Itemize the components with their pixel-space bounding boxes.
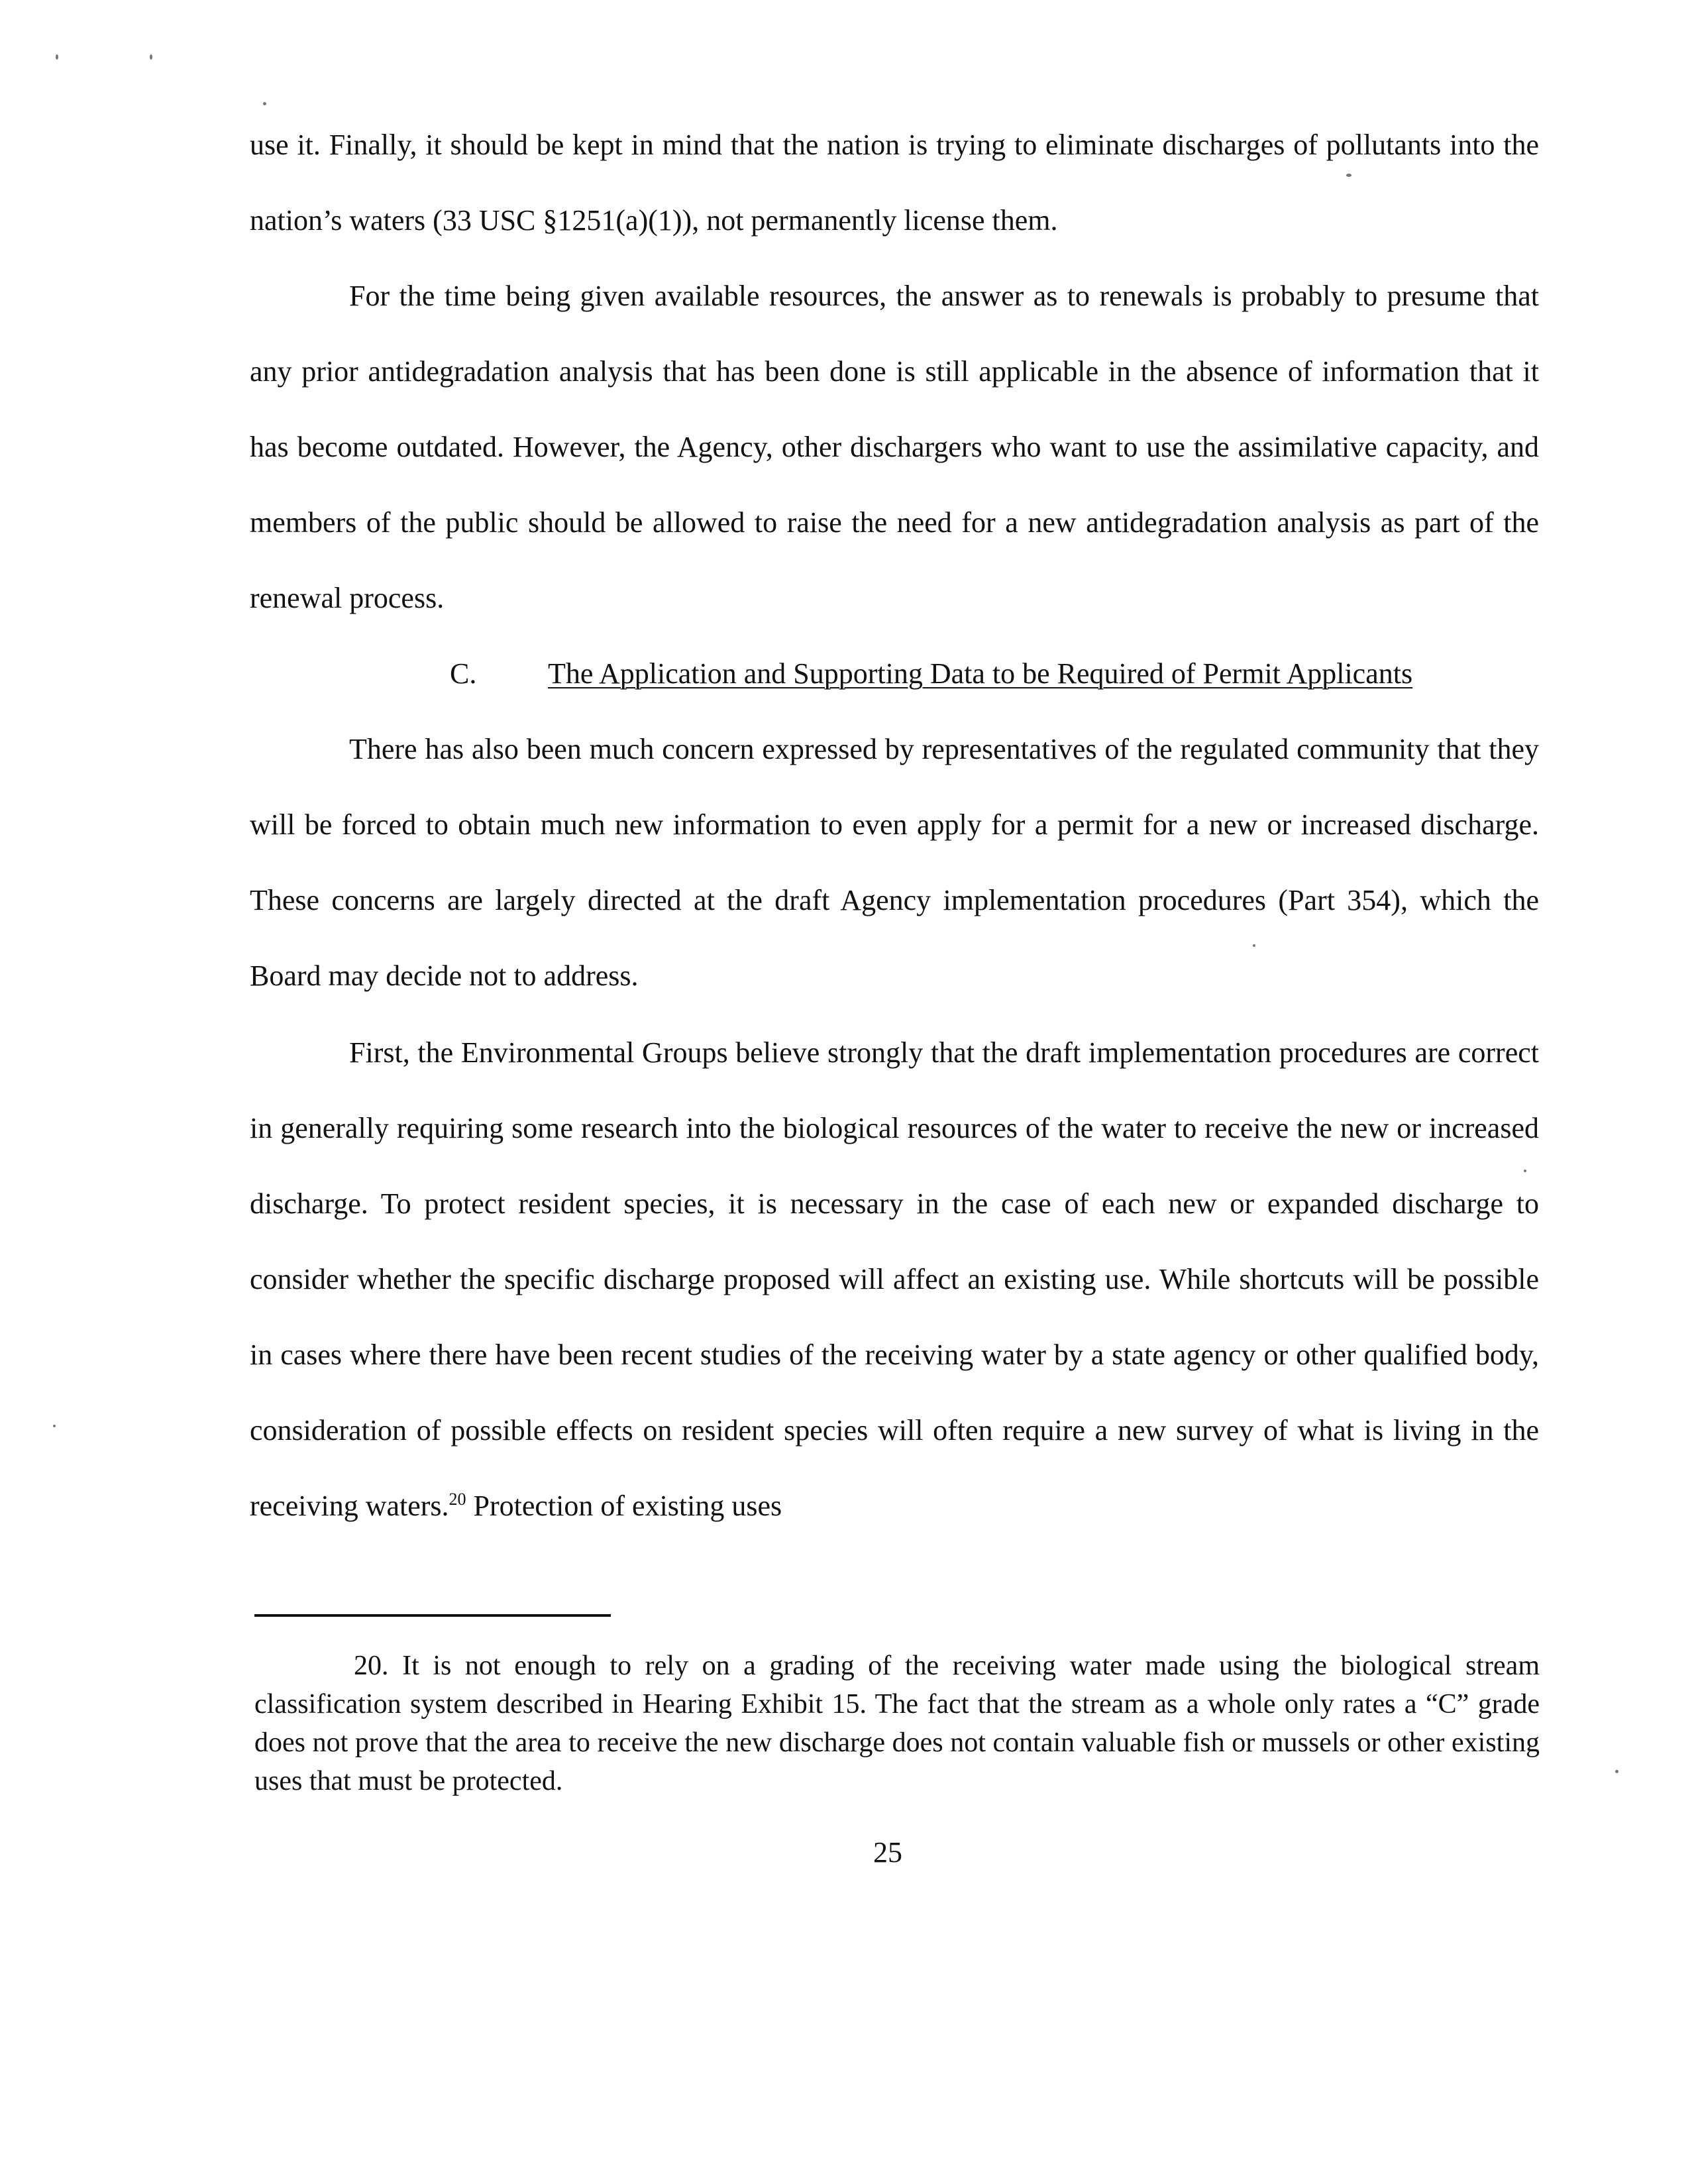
paragraph-2-text: For the time being given available resources, the answer as to renewals is probably to presume that any prior antidegradation analysis that has been done is still applicable in the absence of information that it has become outdated. However, the Agency, other dischargers who want to use the assimilative capacity, and members of the public should be allowed to raise the need for a new antidegradation analysis as part of the renewal process. (250, 280, 1539, 614)
scan-speck (263, 102, 266, 105)
footnote (254, 1647, 1540, 1800)
scan-speck (1253, 944, 1255, 947)
scan-speck (1615, 1770, 1618, 1773)
section-letter: C. (450, 657, 477, 690)
footnote-separator (254, 1614, 611, 1617)
footnote-text: 20. It is not enough to rely on a grading of the receiving water made using the biological stream classification system described in Hearing Exhibit 15. The fact that the stream as a whole only rates a “C” grade does not prove that the area to receive the new discharge does not contain valuable fish or mussels or other existing uses that must be protected. (254, 1651, 1540, 1796)
section-title: The Application and Supporting Data to be Required of Permit Applicants (548, 657, 1413, 690)
scan-speck (1524, 1170, 1526, 1172)
scan-speck (150, 54, 152, 60)
section-heading (250, 636, 1539, 712)
paragraph-1 (250, 107, 1539, 258)
paragraph-3 (250, 712, 1539, 1014)
footnote-reference: 20 (449, 1490, 466, 1509)
page-number: 25 (873, 1836, 902, 1869)
paragraph-4-continuation: Protection of existing uses (466, 1490, 782, 1522)
scan-speck (53, 1425, 56, 1427)
scan-speck (56, 54, 58, 60)
paragraph-4 (250, 1015, 1539, 1544)
paragraph-4-text-wrapper (250, 1015, 1539, 1544)
scan-speck (1346, 174, 1352, 177)
paragraph-3-text: There has also been much concern expressed by representatives of the regulated community that they will be forced to obtain much new information to even apply for a permit for a new or increased discharge. These concerns are largely directed at the draft Agency implementation procedures (Part 354), which the Board may decide not to address. (250, 733, 1539, 992)
paragraph-1-text: use it. Finally, it should be kept in mind that the nation is trying to eliminate discharges of pollutants into the nation’s waters (33 USC §1251(a)(1)), not permanently license them. (250, 129, 1539, 237)
paragraph-4-text: First, the Environmental Groups believe strongly that the draft implementation procedures are correct in generally requiring some research into the biological resources of the water to receive the new or increased discharge. To protect resident species, it is necessary in the case of each new or expanded discharge to consider whether the specific discharge proposed will affect an existing use. While shortcuts will be possible in cases where there have been recent studies of the receiving water by a state agency or other qualified body, consideration of possible effects on resident species will often require a new survey of what is living in the receiving waters. (250, 1036, 1539, 1522)
paragraph-2 (250, 258, 1539, 636)
